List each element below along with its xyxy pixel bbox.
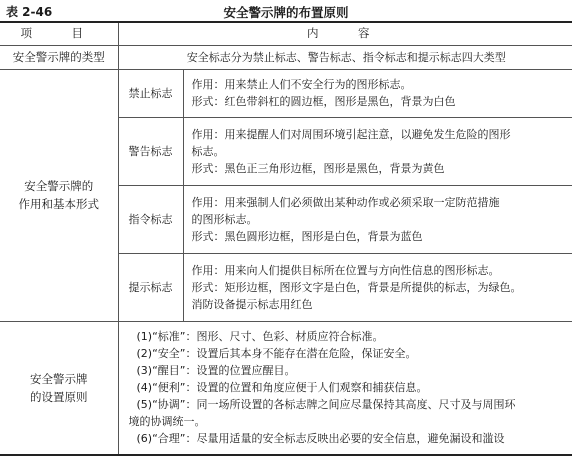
content-line: 消防设备提示标志用红色 — [191, 297, 313, 311]
header-content: 内 容 — [118, 22, 572, 45]
function-label-line2: 作用和基本形式 — [18, 197, 99, 211]
table-row — [0, 69, 572, 117]
content-line: 作用：用来向人们提供目标所在位置与方向性信息的图形标志。 — [191, 263, 500, 277]
sign-type-content — [183, 117, 572, 185]
principle-line: 境的协调统一。 — [128, 415, 206, 429]
principles-table — [0, 21, 572, 456]
principle-line: (4)“便利”：设置的位置和角度应便于人们观察和捕获信息。 — [136, 381, 428, 395]
content-line: 作用：用来禁止人们不安全行为的图形标志。 — [191, 78, 412, 91]
sign-type-content — [183, 69, 572, 117]
principle-line: (2)“安全”：设置后其本身不能存在潜在危险，保证安全。 — [136, 347, 417, 361]
content-line: 的图形标志。 — [191, 212, 258, 226]
sign-type-name: 警告标志 — [118, 117, 183, 185]
principles-label — [0, 321, 118, 455]
table-row — [0, 45, 572, 69]
content-line: 作用：用来强制人们必须做出某种动作或必须采取一定防范措施 — [191, 195, 500, 209]
types-label: 安全警示牌的类型 — [0, 45, 118, 69]
principle-line: (5)“协调”：同一场所设置的各标志牌之间应尽量保持其高度、尺寸及与周围环 — [136, 398, 516, 412]
types-content: 安全标志分为禁止标志、警告标志、指令标志和提示标志四大类型 — [118, 45, 572, 69]
function-label — [0, 69, 118, 321]
sign-type-name: 提示标志 — [118, 253, 183, 321]
function-label-line1: 安全警示牌的 — [24, 179, 94, 193]
table-title: 安全警示牌的布置原则 — [223, 5, 349, 20]
sign-type-content — [183, 253, 572, 321]
principles-label-line2: 的设置原则 — [30, 389, 88, 404]
sign-type-name: 指令标志 — [118, 185, 183, 253]
principle-line: (6)“合理”：尽量用适量的安全标志反映出必要的安全信息，避免漏设和滥设 — [136, 432, 505, 446]
principles-label-line1: 安全警示牌 — [30, 371, 88, 386]
table-row — [0, 321, 572, 455]
header-item: 项 目 — [0, 22, 118, 45]
principles-content — [118, 321, 572, 455]
content-line: 作用：用来提醒人们对周围环境引起注意，以避免发生危险的图形 — [191, 127, 511, 141]
table-number: 表 2-46 — [6, 5, 53, 19]
content-line: 形式：红色带斜杠的圆边框，图形是黑色，背景为白色 — [191, 95, 456, 108]
content-line: 形式：黑色正三角形边框，图形是黑色，背景为黄色 — [191, 161, 445, 175]
content-line: 形式：黑色圆形边框，图形是白色，背景为蓝色 — [191, 229, 423, 243]
header-row — [0, 22, 572, 45]
table-caption — [0, 0, 572, 20]
content-line: 标志。 — [191, 144, 225, 158]
principle-line: (3)“醒目”：设置的位置应醒目。 — [136, 364, 296, 378]
principle-line: (1)“标准”：图形、尺寸、色彩、材质应符合标准。 — [136, 330, 384, 344]
sign-type-name: 禁止标志 — [118, 69, 183, 117]
sign-type-content — [183, 185, 572, 253]
content-line: 形式：矩形边框，图形文字是白色，背景是所提供的标志，为绿色。 — [191, 280, 522, 294]
